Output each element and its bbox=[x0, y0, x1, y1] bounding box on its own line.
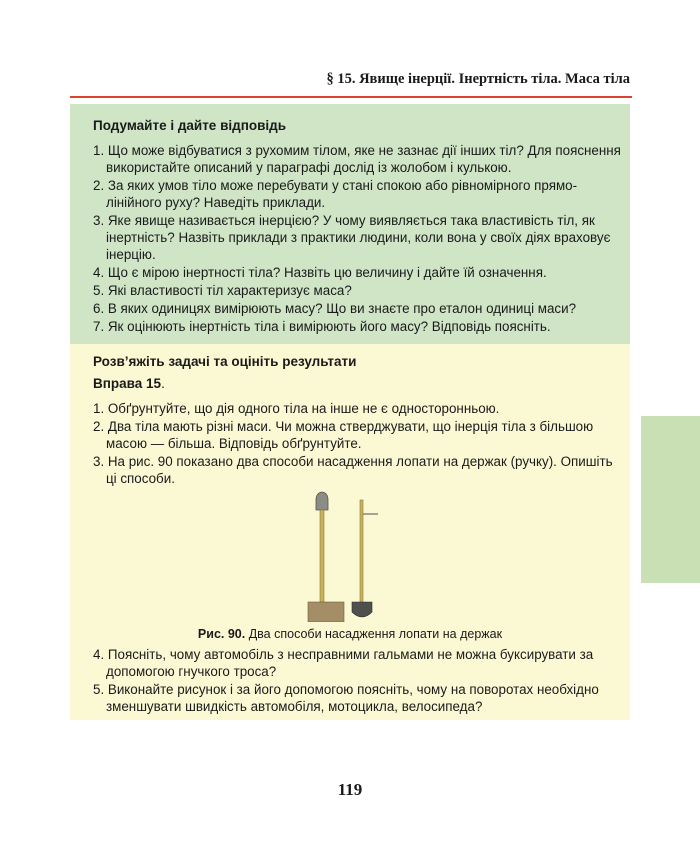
task-item: 3. На рис. 90 показано два способи насадження лопати на держак (ручку). Опишіть ці способи. bbox=[93, 454, 613, 486]
task-item: 2. Два тіла мають різні маси. Чи можна стверджувати, що інерція тіла з більшою масою — більша. Відповідь обґрунтуйте. bbox=[93, 419, 594, 451]
question-item: 4. Що є мірою інертності тіла? Назвіть цю величину і дайте їй означення. bbox=[93, 265, 547, 280]
question-item: 6. В яких одиницях вимірюють масу? Що ви знаєте про еталон одиниці маси? bbox=[93, 301, 577, 316]
questions-title: Подумайте і дайте відповідь bbox=[93, 118, 287, 133]
page-number: 119 bbox=[337, 780, 363, 799]
chapter-side-tab bbox=[641, 416, 700, 583]
question-item: 2. За яких умов тіло може перебувати у стані спокою або рівномірного прямолінійного руху? Наведіть приклади. bbox=[93, 178, 578, 210]
shovel-figure bbox=[300, 490, 400, 622]
question-item: 1. Що може відбуватися з рухомим тілом, яке не зазнає дії інших тіл? Для пояснення використайте описаний у параграфі дослід із жолобом і кулькою. bbox=[93, 143, 621, 175]
question-item: 7. Як оцінюють інертність тіла і вимірюють його масу? Відповідь поясніть. bbox=[93, 319, 551, 334]
exercise-label-text: Вправа 15 bbox=[93, 376, 162, 391]
figure-caption bbox=[70, 627, 630, 641]
question-item: 3. Яке явище називається інерцією? У чому виявляється така властивість тіл, як інертність? Назвіть приклади з практики людини, коли вона у своїх діях враховує інерцію. bbox=[93, 213, 611, 262]
figure-caption-text: Два способи насадження лопати на держак bbox=[248, 627, 503, 641]
task-item: 4. Поясніть, чому автомобіль з несправними гальмами не можна буксирувати за допомогою гнучкого троса? bbox=[93, 647, 594, 679]
questions-list bbox=[93, 142, 623, 336]
shovel-right bbox=[352, 500, 378, 617]
exercise-label: Вправа 15. bbox=[93, 376, 165, 391]
task-item: 1. Обґрунтуйте, що дія одного тіла на інше не є односторонньою. bbox=[93, 401, 500, 416]
question-item: 5. Які властивості тіл характеризує маса? bbox=[93, 283, 352, 298]
section-header: § 15. Явище інерції. Інертність тіла. Маса тіла bbox=[326, 71, 630, 87]
tasks-list-2 bbox=[93, 646, 623, 716]
task-item: 5. Виконайте рисунок і за його допомогою поясніть, чому на поворотах необхідно зменшувати швидкість автомобіля, мотоцикла, велосипеда? bbox=[93, 682, 599, 714]
shovel-left bbox=[308, 492, 344, 622]
figure-caption-label: Рис. 90. bbox=[197, 627, 246, 641]
tasks-title: Розв’яжіть задачі та оцініть результати bbox=[93, 354, 357, 369]
header-divider bbox=[70, 96, 632, 98]
tasks-list-1 bbox=[93, 400, 623, 488]
